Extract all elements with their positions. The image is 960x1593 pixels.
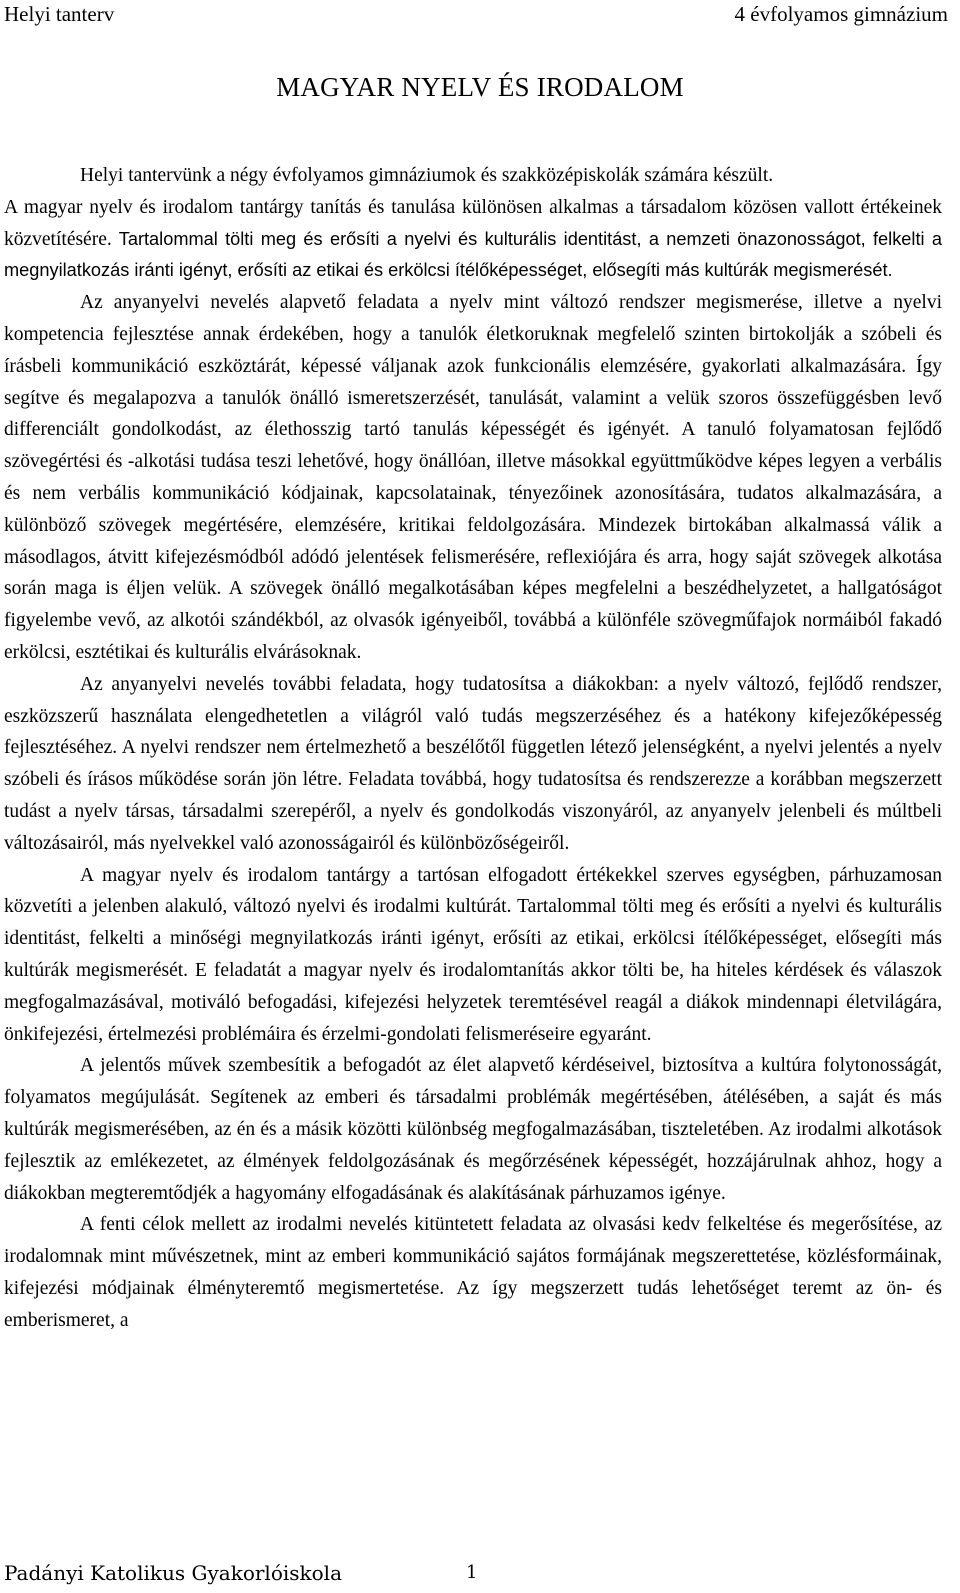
paragraph-language-education: Az anyanyelvi nevelés alapvető feladata a nyelv mint változó rendszer megismerése, illetve a nyelvi kompetencia fejlesztése annak érdekében, hogy a tanulók életkoruknak megfelelő szinten birtokolják a szóbeli és írásbeli kommunikáció eszköztárát, képessé váljanak azok funkcionális elemzésére, gyakorlati alkalmazására. Így segítve és megalapozva a tanulók önálló ismeretszerzését, tanulását, valamint a velük szoros összefüggésben levő differenciált gondolkodást, az élethosszig tartó tanulás képességét és igényét. A tanuló folyamatosan fejlődő szövegértési és -alkotási tudása teszi lehetővé, hogy önállóan, illetve másokkal együttműködve képes legyen a verbális és nem verbális kommunikáció kódjainak, kapcsolatainak, tényezőinek azonosítására, tudatos alkalmazására, a különböző szövegek megértésére, elemzésére, kritikai feldolgozására. Mindezek birtokában alkalmassá válik a másodlagos, átvitt kifejezésmódból adódó jelentések felismerésére, reflexiójára és arra, hogy saját szövegek alkotása során maga is éljen velük. A szövegek önálló megalkotásában képes megfelelni a beszédhelyzetet, a hallgatóságot figyelembe vevő, az alkotói szándékból, az olvasók igényeiből, továbbá a különféle szövegműfajok normáiból fakadó erkölcsi, esztétikai és kulturális elvárásoknak. — [4, 292, 942, 663]
paragraph-significant-works: A jelentős művek szembesítik a befogadót az élet alapvető kérdéseivel, biztosítva a kultúra folytonosságát, folyamatos megújulását. Segítenek az emberi és társadalmi problémák megértésében, átélésében, a saját és más kultúrák megismerésében, az én és a másik közötti különbség megfogalmazásában, tiszteletében. Az irodalmi alkotások fejlesztik az emlékezetet, az élmények feldolgozásának és megőrzésének képességét, hozzájárulnak ahhoz, hogy a diákokban megteremtődjék a hagyomány elfogadásának és alakításának párhuzamos igénye. — [4, 1055, 942, 1204]
paragraph-literary-education: A fenti célok mellett az irodalmi nevelés kitüntetett feladata az olvasási kedv felkeltése és megerősítése, az irodalomnak mint művészetnek, mint az emberi kommunikáció sajátos formájának megszerettetése, közlésformáinak, kifejezési módjainak élményteremtő megismertetése. Az így megszerzett tudás lehetőséget teremt az ön- és emberismeret, a — [4, 1214, 942, 1331]
paragraph-subject-values: A magyar nyelv és irodalom tantárgy a tartósan elfogadott értékekkel szerves egységben, párhuzamosan közvetíti a jelenben alakuló, változó nyelvi és irodalmi kultúrát. Tartalommal tölti meg és erősíti a nyelvi és kulturális identitást, felkelti a minőségi megnyilatkozás iránti igényt, erősíti az etikai, erkölcsi ítélőképességet, elősegíti más kultúrák megismerését. E feladatát a magyar nyelv és irodalomtanítás akkor tölti be, ha hiteles kérdések és válaszok megfogalmazásával, motiváló befogadási, kifejezési helyzetek teremtésével reagál a diákok mindennapi életvilágára, önkifejezési, értelmezési problémáira és érzelmi-gondolati felismeréseire egyaránt. — [4, 864, 942, 1045]
paragraph-further-tasks: Az anyanyelvi nevelés további feladata, hogy tudatosítsa a diákokban: a nyelv változó, fejlődő rendszer, eszközszerű használata elengedhetetlen a világról való tudás megszerzéséhez és a hatékony kifejezőképesség fejlesztéséhez. A nyelvi rendszer nem értelmezhető a beszélőtől független létező jelenségként, a nyelvi jelentés a nyelv szóbeli és írásos működése során jön létre. Feladata továbbá, hogy tudatosítsa és rendszerezze a korábban megszerzett tudást a nyelv társas, társadalmi szerepéről, a nyelv és gondolkodás viszonyáról, az anyanyelv jelenbeli és múltbeli változásairól, más nyelvekkel való azonosságairól és különbözőségeiről. — [4, 673, 942, 854]
paragraph-mission — [4, 192, 942, 287]
running-header — [4, 0, 948, 28]
header-school-type: 4 évfolyamos gimnázium — [734, 2, 948, 26]
header-curriculum-label: Helyi tanterv — [4, 2, 115, 26]
page-title: MAGYAR NYELV ÉS IRODALOM — [276, 72, 684, 102]
footer-school-name: Padányi Katolikus Gyakorlóiskola — [4, 1561, 342, 1585]
body-text — [4, 160, 942, 1336]
page-number: 1 — [466, 1562, 478, 1583]
paragraph-mission-sans: Tartalommal tölti meg és erősíti a nyelvi és kulturális identitást, a nemzeti önazonosságot, felkelti a megnyilatkozás iránti igényt, erősíti az etikai és erkölcsi ítélőképességet, elősegíti más kultúrák megismerését. — [4, 228, 942, 281]
paragraph-mission-serif: A magyar nyelv és irodalom tantárgy tanítás és tanulása különösen alkalmas a társadalom közösen vallott értékeinek közvetítésére. — [4, 196, 942, 250]
paragraph-intro: Helyi tantervünk a négy évfolyamos gimnáziumok és szakközépiskolák számára készült. — [80, 165, 774, 186]
